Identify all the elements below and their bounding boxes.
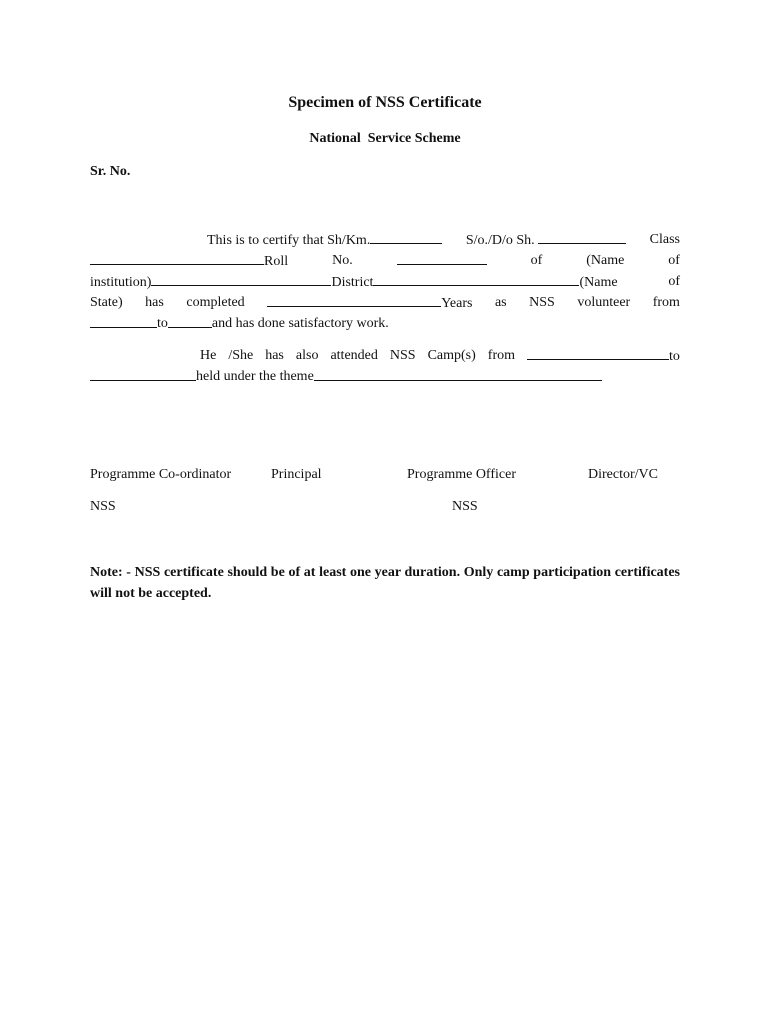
certify-intro-text: This is to certify that Sh/Km. [207, 233, 371, 248]
document-subtitle: National Service Scheme [309, 131, 461, 146]
years-label: Years [441, 296, 473, 311]
state-label: State) [90, 295, 123, 310]
camp-to-blank[interactable] [90, 366, 196, 381]
name-blank[interactable] [370, 229, 442, 244]
to-label-2: to [669, 349, 680, 364]
sr-no-label: Sr. No. [90, 164, 131, 179]
from-label: from [652, 295, 680, 310]
theme-blank[interactable] [314, 366, 602, 381]
nss-label-2: NSS [389, 348, 416, 363]
roll-label: Roll [264, 254, 289, 269]
he-label: He [200, 348, 217, 363]
class-blank[interactable] [90, 250, 264, 265]
district-label: District [331, 275, 374, 290]
director-vc-label: Director/VC [588, 467, 658, 482]
volunteer-label: volunteer [577, 295, 631, 310]
parent-name-blank[interactable] [538, 229, 626, 244]
completed-label: completed [186, 295, 245, 310]
certify-line-5 [90, 313, 680, 334]
nss-label: NSS [529, 295, 555, 310]
certify-line-1 [90, 229, 680, 250]
to-date-blank[interactable] [168, 313, 212, 328]
institution-label: institution) [90, 275, 152, 290]
note-text: Note: - NSS certificate should be of at least one year duration. Only camp participation certificates will not be accepted. [90, 565, 680, 601]
state-name-label: (Name [579, 275, 618, 290]
as-label: as [494, 295, 507, 310]
to-label: to [157, 316, 168, 331]
also-label: also [295, 348, 319, 363]
has-label: has [145, 295, 164, 310]
certification-paragraph [90, 229, 680, 334]
camp-paragraph [90, 345, 680, 387]
certify-line-3 [90, 271, 680, 292]
of-label-3: of [668, 274, 680, 289]
nss-coordinator-sub-label: NSS [90, 499, 116, 514]
from-label-2: from [487, 348, 515, 363]
from-date-blank[interactable] [90, 313, 157, 328]
class-label: Class [649, 232, 680, 247]
relation-label: S/o./D/o Sh. [465, 233, 535, 248]
certify-line-2 [90, 250, 680, 271]
principal-label: Principal [271, 467, 322, 482]
nss-officer-sub-label: NSS [452, 499, 478, 514]
camp-line-1 [90, 345, 680, 366]
programme-officer-label: Programme Officer [407, 467, 516, 482]
document-title: Specimen of NSS Certificate [288, 94, 482, 111]
institution-blank[interactable] [151, 271, 331, 286]
attended-label: attended [330, 348, 378, 363]
name-open-label: (Name [586, 253, 625, 268]
years-blank[interactable] [267, 292, 441, 307]
programme-coordinator-label: Programme Co-ordinator [90, 467, 232, 482]
she-label: /She [228, 348, 254, 363]
of-label-2: of [668, 253, 680, 268]
certify-line-4 [90, 292, 680, 313]
satisfactory-text: and has done satisfactory work. [211, 316, 389, 331]
camps-label: Camp(s) [427, 348, 476, 363]
theme-label: held under the theme [196, 369, 314, 384]
of-label: of [530, 253, 543, 268]
camp-line-2 [90, 366, 680, 387]
no-label: No. [332, 253, 353, 268]
district-blank[interactable] [373, 271, 579, 286]
has-label-2: has [265, 348, 284, 363]
camp-from-blank[interactable] [527, 345, 669, 360]
roll-no-blank[interactable] [397, 250, 487, 265]
